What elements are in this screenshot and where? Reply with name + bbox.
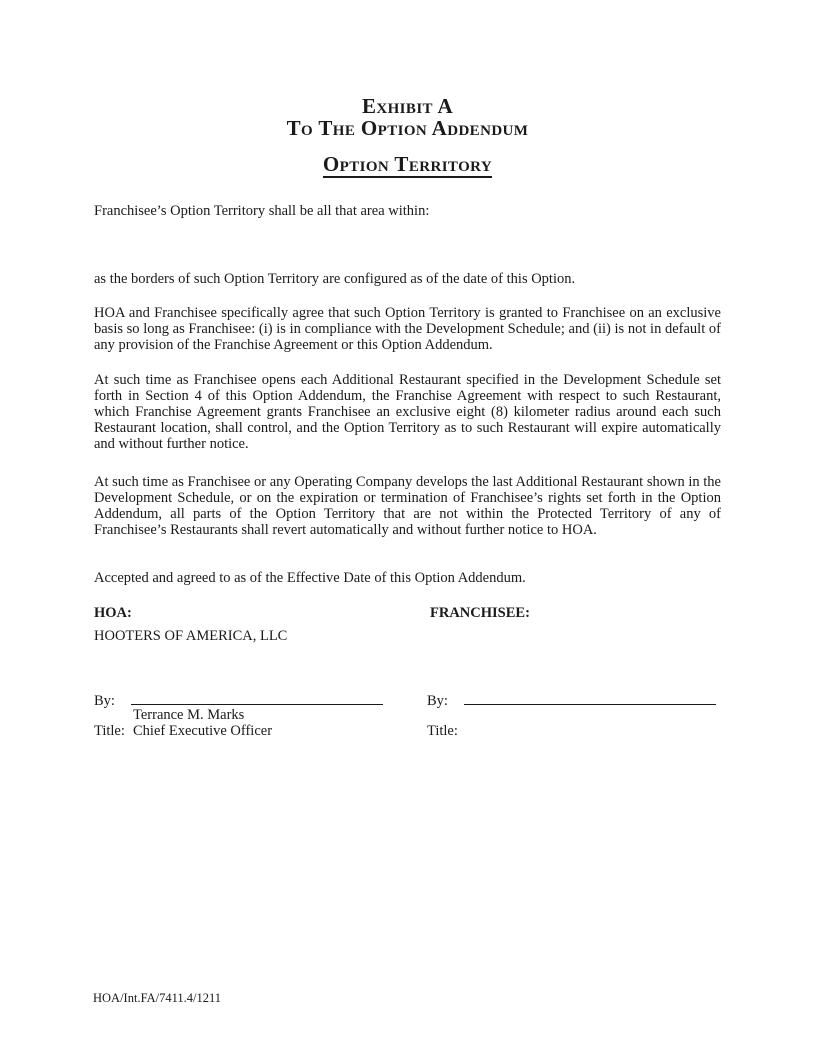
hoa-signature-line [131, 689, 383, 705]
hoa-party-label: HOA: [94, 605, 132, 621]
document-code: HOA/Int.FA/7411.4/1211 [93, 991, 222, 1005]
paragraph-borders: as the borders of such Option Territory are configured as of the date of this Option. [94, 271, 576, 287]
exhibit-title: Exhibit A [361, 94, 454, 118]
paragraph-reversion: At such time as Franchisee or any Operating Company develops the last Additional Restaurant shown in the Development Schedule, or on the expiration or termination of Franchisee’s rights set forth in the Option Addendum, all parts of the Option Territory that are not within the Protected Territory of any of Franchisee’s Restaurants shall revert automatically and without further notice to HOA. [94, 474, 721, 538]
franchisee-by-label: By: [427, 693, 448, 709]
franchisee-by-row [427, 689, 716, 710]
franchisee-party-label: FRANCHISEE: [430, 605, 530, 621]
franchisee-title-label: Title: [427, 723, 458, 739]
hoa-by-label: By: [94, 693, 115, 709]
section-heading-row [94, 153, 721, 178]
paragraph-accepted: Accepted and agreed to as of the Effective Date of this Option Addendum. [94, 570, 526, 586]
paragraph-intro: Franchisee’s Option Territory shall be all that area within: [94, 203, 430, 219]
paragraph-expiration: At such time as Franchisee opens each Additional Restaurant specified in the Development Schedule set forth in Section 4 of this Option Addendum, the Franchise Agreement with respect to such Restaurant, which Franchise Agreement grants Franchisee an exclusive eight (8) kilometer radius around each such Restaurant location, shall control, and the Option Territory as to such Restaurant will expire automatically and without further notice. [94, 372, 721, 452]
hoa-signer-name: Terrance M. Marks [133, 707, 245, 723]
paragraph-grant: HOA and Franchisee specifically agree that such Option Territory is granted to Franchisee on an exclusive basis so long as Franchisee: (i) is in compliance with the Development Schedule; and (ii) is not in default of any provision of the Franchise Agreement or this Option Addendum. [94, 305, 721, 353]
hoa-title-label: Title: [94, 723, 125, 739]
option-territory-heading: Option Territory [322, 152, 493, 176]
hoa-company-name: HOOTERS OF AMERICA, LLC [94, 628, 288, 644]
exhibit-subtitle: To The Option Addendum [286, 116, 529, 140]
franchisee-signature-line [464, 689, 716, 705]
hoa-signer-title: Chief Executive Officer [133, 723, 273, 739]
